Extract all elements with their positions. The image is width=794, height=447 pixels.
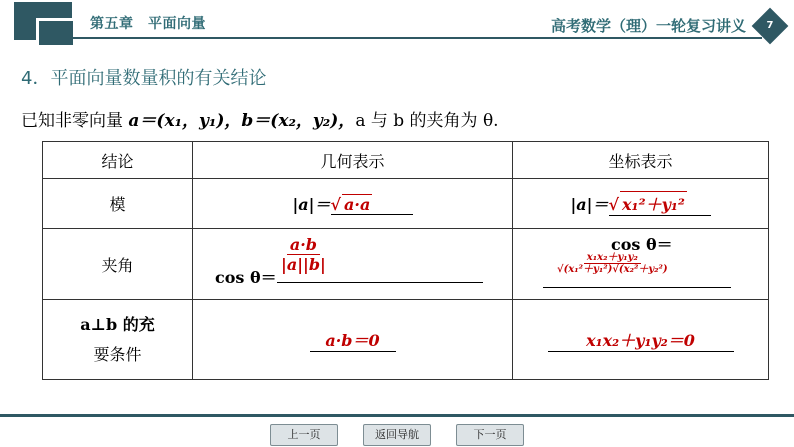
row-label-modulus: 模	[43, 179, 193, 229]
coord-modulus-answer: x₁²＋y₁²	[620, 191, 687, 215]
header-decor-inner	[36, 18, 73, 45]
table-header-row	[43, 142, 769, 179]
perp-label-line1: a⊥b 的充	[80, 314, 155, 334]
row-label-angle: 夹角	[43, 229, 193, 300]
geo-modulus-prefix: |a|＝	[292, 195, 331, 214]
intro-prefix: 已知非零向量	[21, 111, 129, 131]
geo-perp-answer: a·b＝0	[310, 328, 396, 352]
section-title: 4．平面向量数量积的有关结论	[21, 68, 267, 89]
cell-geo-modulus: |a|＝√ a·a	[193, 179, 513, 229]
results-table	[42, 141, 769, 380]
page-number: 7	[766, 20, 774, 31]
coord-angle-blank	[543, 287, 731, 288]
intro-a: a＝(x₁，y₁)，	[128, 111, 242, 131]
col-header-geometric: 几何表示	[193, 142, 513, 179]
prev-page-button[interactable]: 上一页	[270, 424, 338, 446]
coord-angle-numerator: x₁x₂＋y₁y₂	[584, 252, 641, 264]
footer-rule	[0, 414, 794, 417]
geo-modulus-answer: a·a	[344, 195, 371, 214]
coord-perp-answer: x₁x₂＋y₁y₂＝0	[548, 328, 734, 352]
coord-angle-fraction	[557, 252, 668, 275]
next-page-button[interactable]: 下一页	[456, 424, 524, 446]
cell-coord-perpendicular	[513, 300, 769, 380]
col-header-conclusion: 结论	[43, 142, 193, 179]
coord-modulus-prefix: |a|＝	[570, 195, 609, 214]
cell-geo-perpendicular	[193, 300, 513, 380]
coord-angle-prefix: cos θ＝	[611, 235, 673, 254]
cell-coord-angle	[513, 229, 769, 300]
row-label-perpendicular	[43, 300, 193, 380]
back-to-nav-button[interactable]: 返回导航	[363, 424, 431, 446]
intro-text	[21, 106, 499, 131]
col-header-coordinate: 坐标表示	[513, 142, 769, 179]
header-rule	[72, 37, 762, 39]
intro-suffix: a 与 b 的夹角为 θ.	[355, 111, 499, 131]
table-row	[43, 179, 769, 229]
table-row	[43, 229, 769, 300]
cell-coord-modulus: |a|＝√ x₁²＋y₁²	[513, 179, 769, 229]
table-row	[43, 300, 769, 380]
geo-angle-numerator: a·b	[287, 235, 320, 255]
geo-angle-prefix: cos θ＝	[215, 268, 277, 287]
chapter-title: 第五章 平面向量	[90, 16, 206, 32]
intro-b: b＝(x₂，y₂)，	[241, 111, 356, 131]
book-title: 高考数学（理）一轮复习讲义	[550, 17, 746, 35]
geo-angle-denominator: |a||b|	[281, 255, 326, 274]
coord-angle-denominator: √(x₁²＋y₁²)√(x₂²＋y₂²)	[557, 264, 668, 275]
cell-geo-angle	[193, 229, 513, 300]
perp-label-line2: 要条件	[93, 344, 142, 364]
